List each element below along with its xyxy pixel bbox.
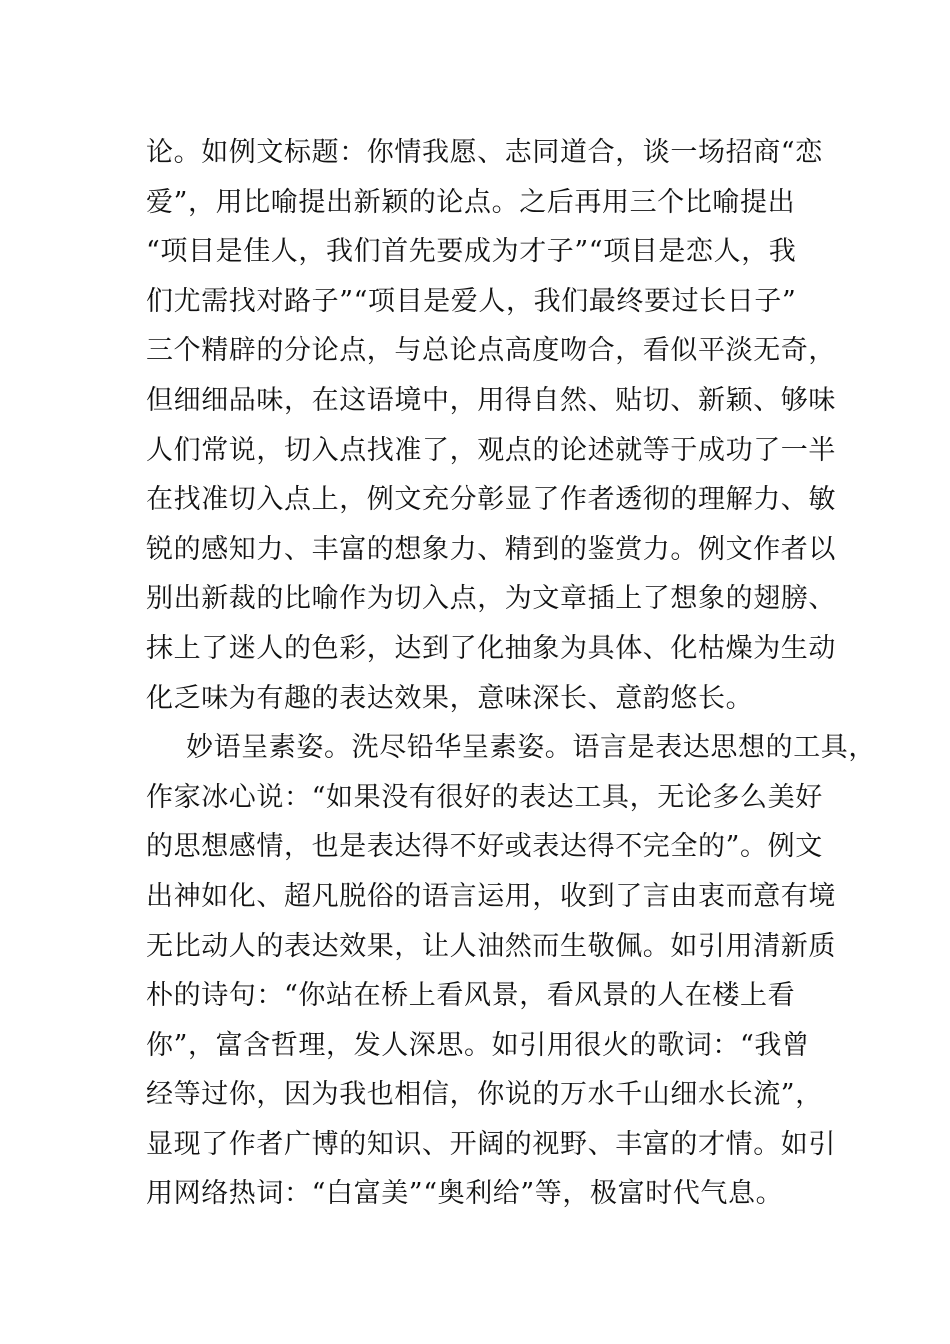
text-line: 在找准切入点上，例文充分彰显了作者透彻的理解力、敏	[146, 484, 836, 516]
text-line: 出神如化、超凡脱俗的语言运用，收到了言由衷而意有境	[146, 880, 836, 912]
text-line: 作家冰心说：“如果没有很好的表达工具，无论多么美好	[146, 781, 823, 813]
text-line: “项目是佳人，我们首先要成为才子”“项目是恋人，我	[146, 236, 797, 268]
text-line: 用网络热词：“白富美”“奥利给”等，极富时代气息。	[146, 1178, 784, 1210]
text-line: 经等过你，因为我也相信，你说的万水千山细水长流”，	[146, 1079, 823, 1111]
text-line: 爱”，用比喻提出新颖的论点。之后再用三个比喻提出	[146, 186, 796, 218]
text-line: 化乏味为有趣的表达效果，意味深长、意韵悠长。	[146, 682, 754, 714]
text-line: 显现了作者广博的知识、开阔的视野、丰富的才情。如引	[146, 1128, 836, 1160]
text-line: 三个精辟的分论点，与总论点高度吻合，看似平淡无奇，	[146, 335, 836, 367]
text-line: 无比动人的表达效果，让人油然而生敬佩。如引用清新质	[146, 930, 836, 962]
text-line: 们尤需找对路子”“项目是爱人，我们最终要过长日子”	[146, 285, 797, 317]
text-line: 朴的诗句：“你站在桥上看风景，看风景的人在楼上看	[146, 980, 796, 1012]
text-line: 人们常说，切入点找准了，观点的论述就等于成功了一半	[146, 434, 836, 466]
text-line: 抹上了迷人的色彩，达到了化抽象为具体、化枯燥为生动	[146, 632, 836, 664]
text-line: 锐的感知力、丰富的想象力、精到的鉴赏力。例文作者以	[146, 533, 836, 565]
paragraph-start-line: 妙语呈素姿。洗尽铅华呈素姿。语言是表达思想的工具，	[186, 732, 876, 764]
text-line: 论。如例文标题：你情我愿、志同道合，谈一场招商“恋	[146, 137, 823, 168]
body-text	[146, 128, 876, 1219]
text-line: 你”，富含哲理，发人深思。如引用很火的歌词：“我曾	[146, 1029, 810, 1061]
text-line: 但细细品味，在这语境中，用得自然、贴切、新颖、够味	[146, 384, 836, 416]
text-line: 的思想感情，也是表达得不好或表达得不完全的”。例文	[146, 831, 823, 863]
text-line: 别出新裁的比喻作为切入点，为文章插上了想象的翅膀、	[146, 583, 836, 615]
